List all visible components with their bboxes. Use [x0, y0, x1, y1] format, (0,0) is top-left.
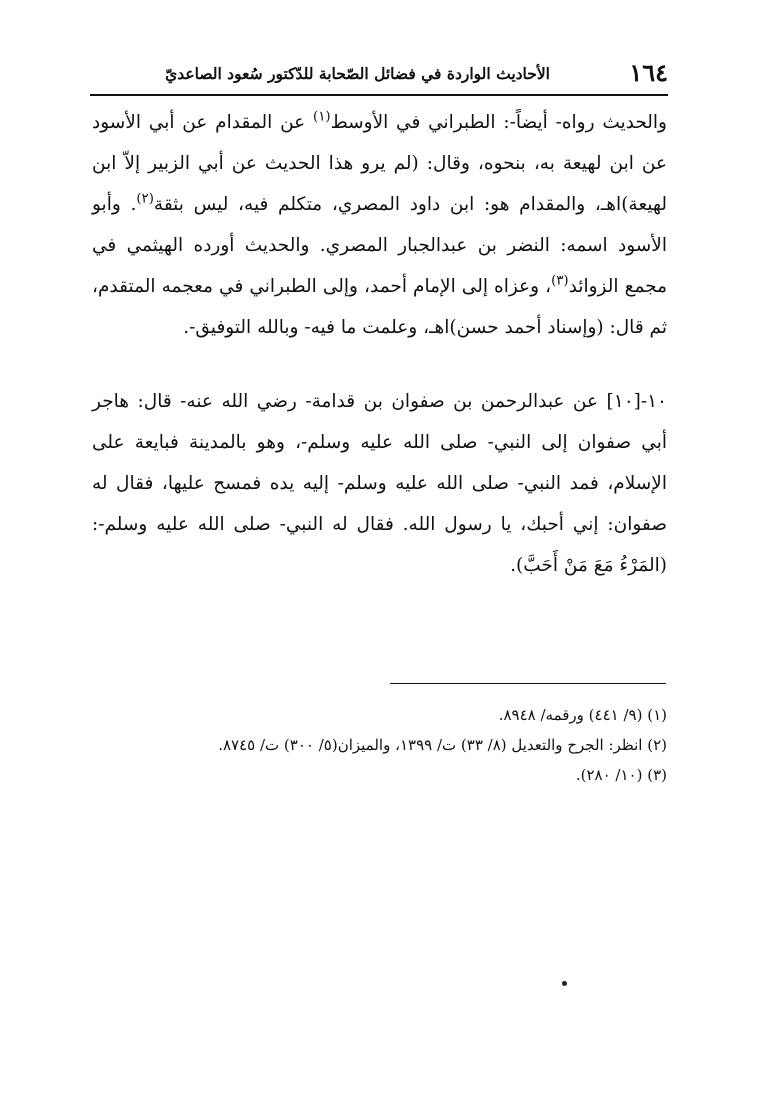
- text-segment: عن المقدام عن أبي الأسود عن ابن لهيعة به، بنحوه، وقال: (لم يرو هذا الحديث عن أبي الزبير إلاّ ابن لهيعة)اهـ، والمقدام هو: ابن داود المصري، متكلم فيه، ليس بثقة: [92, 112, 667, 215]
- text-segment: ١٠-[١٠] عن عبدالرحمن بن صفوان بن قدامة- رضي الله عنه- قال: هاجر أبي صفوان إلى النبي- صلى الله عليه وسلم-، وهو بالمدينة فبايعة على الإسلام، فمد النبي- صلى الله عليه وسلم- إليه يده فمسح عليها، فقال له صفوان: إني أحبك، يا رسول الله. فقال له النبي- صلى الله عليه وسلم-: (المَرْءُ مَعَ مَنْ أَحَبَّ).: [92, 391, 667, 576]
- running-title: الأحاديث الواردة في فضائل الصّحابة للدّكتور سُعود الصاعديّ: [165, 64, 550, 83]
- main-text: [92, 102, 667, 586]
- footnote-separator: [390, 683, 666, 684]
- page-header: [90, 58, 668, 94]
- footnote-marker: (٣): [551, 273, 569, 289]
- paragraph-hadith-10: [92, 381, 667, 586]
- footnote-3: (٣) (١٠/ ٢٨٠).: [575, 766, 667, 784]
- text-segment: ، وعزاه إلى الإمام أحمد، وإلى الطبراني في معجمه المتقدم، ثم قال: (وإسناد أحمد حسن)اهـ، وعلمت ما فيه- وبالله التوفيق-.: [92, 276, 667, 338]
- footnote-marker: (٢): [136, 191, 154, 207]
- text-segment: والحديث رواه- أيضاً-: الطبراني في الأوسط: [330, 112, 667, 133]
- stray-ink-dot: [562, 981, 567, 986]
- header-rule: [90, 94, 668, 96]
- footnotes: [92, 700, 667, 790]
- footnote-2: (٢) انظر: الجرح والتعديل (٨/ ٣٣) ت/ ١٣٩٩، والميزان(٥/ ٣٠٠) ت/ ٨٧٤٥.: [218, 736, 667, 754]
- footnote-marker: (١): [313, 109, 331, 125]
- text-segment: . وأبو الأسود اسمه: النضر بن عبدالجبار المصري. والحديث أورده الهيثمي في مجمع الزوائد: [92, 194, 667, 297]
- footnote-1: (١) (٩/ ٤٤١) ورقمه/ ٨٩٤٨.: [498, 706, 667, 724]
- page-number: ١٦٤: [629, 58, 668, 87]
- paragraph-hadith-commentary: [92, 102, 667, 348]
